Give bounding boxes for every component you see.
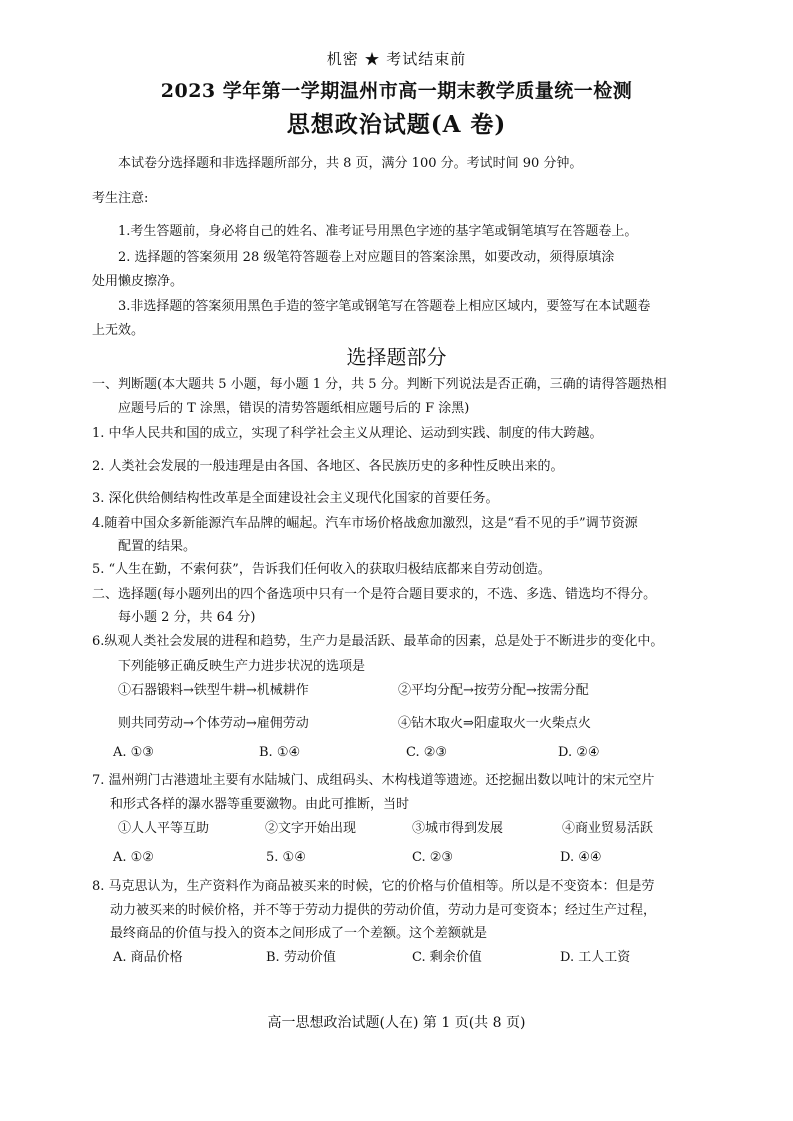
question-6-option-b: B. ①④ — [259, 745, 301, 760]
exam-title: 2023 学年第一学期温州市高一期末教学质量统一检测 — [160, 80, 633, 102]
question-8-option-d: D. 工人工资 — [560, 950, 631, 965]
question-7-statement-1: ①人人平等互助 — [118, 821, 210, 836]
question-5: 5. “人生在勤，不索何获”，告诉我们任何收入的获取归极结底都来自劳动创造。 — [92, 562, 551, 577]
intro-text: 本试卷分选择题和非选择题所部分，共 8 页，满分 100 分。考试时间 90 分钟。 — [118, 156, 583, 171]
question-7-stem-line-2: 和形式各样的瀑水器等重要瀲物。由此可推断，当时 — [110, 797, 410, 812]
question-8-option-b: B. 劳动价值 — [266, 950, 336, 965]
question-4-line-1: 4.随着中国众多新能源汽车品牌的崛起。汽车市场价格战愈加激烈，这是“看不见的手”调节资源 — [92, 516, 638, 531]
question-8-stem-line-2: 动力被买来的时候价格，并不等于劳动力提供的劳动价值，劳动力是可变资本；经过生产过程， — [110, 903, 657, 918]
question-8-stem-line-3: 最终商品的价值与投入的资本之间形成了一个差额。这个差额就是 — [110, 926, 488, 941]
confidential-label: 机密 ★ 考试结束前 — [326, 50, 467, 68]
question-7-statement-4: ④商业贸易活跃 — [562, 821, 654, 836]
question-6-option-d: D. ②④ — [558, 745, 600, 760]
notice-title: 考生注意: — [92, 191, 149, 206]
question-1: 1. 中华人民共和国的成立，实现了科学社会主义从理论、运动到实践、制度的伟大跨越。 — [92, 426, 603, 441]
question-8-option-a: A. 商品价格 — [113, 950, 183, 965]
question-7-option-b: 5. ①④ — [266, 850, 306, 865]
question-6-stem-line-1: 6.纵观人类社会发展的进程和趋势，生产力是最活跃、最革命的因素，总是处于不断进步的变化中。 — [92, 634, 664, 649]
question-7-option-d: D. ④④ — [560, 850, 602, 865]
question-7-stem-line-1: 7. 温州朔门古港遗址主要有水陆城门、成组码头、木构栈道等遗迹。还挖掘出数以吨计的宋元空片 — [92, 773, 655, 788]
question-4-line-2: 配置的结果。 — [118, 539, 197, 554]
question-6-statement-1: ①石器锻料→铁型牛耕→机械耕作 — [118, 683, 309, 698]
subject-title: 思想政治试题(A 卷) — [286, 111, 507, 138]
part2-heading-line-1: 二、选择题(每小题列出的四个备选项中只有一个是符合题目要求的，不选、多选、错选均不得分。 — [92, 587, 657, 602]
question-3: 3. 深化供给侧结构性改革是全面建设社会主义现代化国家的首要任务。 — [92, 491, 499, 506]
question-8-stem-line-1: 8. 马克思认为，生产资料作为商品被买来的时候，它的价格与价值相等。所以是不变资本：但是劳 — [92, 879, 655, 894]
notice-item-3-line-1: 3.非选择题的答案须用黑色手造的签字笔或钢笔写在答题卷上相应区域内，要签写在本试题卷 — [118, 299, 651, 314]
question-7-statement-2: ②文字开始出现 — [265, 821, 357, 836]
question-6-statement-2: ②平均分配→按劳分配→按需分配 — [398, 683, 589, 698]
question-7-option-a: A. ①② — [113, 850, 154, 865]
notice-item-3-line-2: 上无效。 — [92, 323, 145, 338]
question-6-option-a: A. ①③ — [113, 745, 154, 760]
notice-item-2-line-1: 2. 选择题的答案须用 28 级笔符答题卷上对应题目的答案涂黑，如要改动，须得原填涂 — [118, 250, 615, 265]
question-6-option-c: C. ②③ — [406, 745, 448, 760]
page-footer: 高一思想政治试题(人在) 第 1 页(共 8 页) — [267, 1015, 526, 1031]
question-7-statement-3: ③城市得到发展 — [412, 821, 504, 836]
question-6-statement-3: 则共同劳动→个体劳动→雇佣劳动 — [118, 716, 309, 731]
question-8-option-c: C. 剩余价值 — [412, 950, 482, 965]
notice-item-2-line-2: 处用懒皮擦净。 — [92, 274, 184, 289]
question-7-option-c: C. ②③ — [412, 850, 454, 865]
notice-item-1: 1.考生答题前，身必将自己的姓名、准考证号用黑色字迹的基字笔或铜笔填写在答题卷上。 — [118, 224, 638, 239]
section-title: 选择题部分 — [346, 345, 447, 369]
part1-heading-line-2: 应题号后的 T 涂黑，错误的清势答题纸相应题号后的 F 涂黑) — [118, 401, 470, 416]
question-6-statement-4: ④钻木取火⇒阳虚取火一火柴点火 — [398, 716, 591, 731]
question-6-stem-line-2: 下列能够正确反映生产力进步状况的选项是 — [118, 659, 366, 674]
part2-heading-line-2: 每小题 2 分，共 64 分) — [118, 610, 256, 625]
question-2: 2. 人类社会发展的一般违理是由各国、各地区、各民族历史的多种性反映出来的。 — [92, 459, 564, 474]
part1-heading-line-1: 一、判断题(本大题共 5 小题，每小题 1 分，共 5 分。判断下列说法是否正确，三确的请得答题热相 — [92, 377, 667, 392]
